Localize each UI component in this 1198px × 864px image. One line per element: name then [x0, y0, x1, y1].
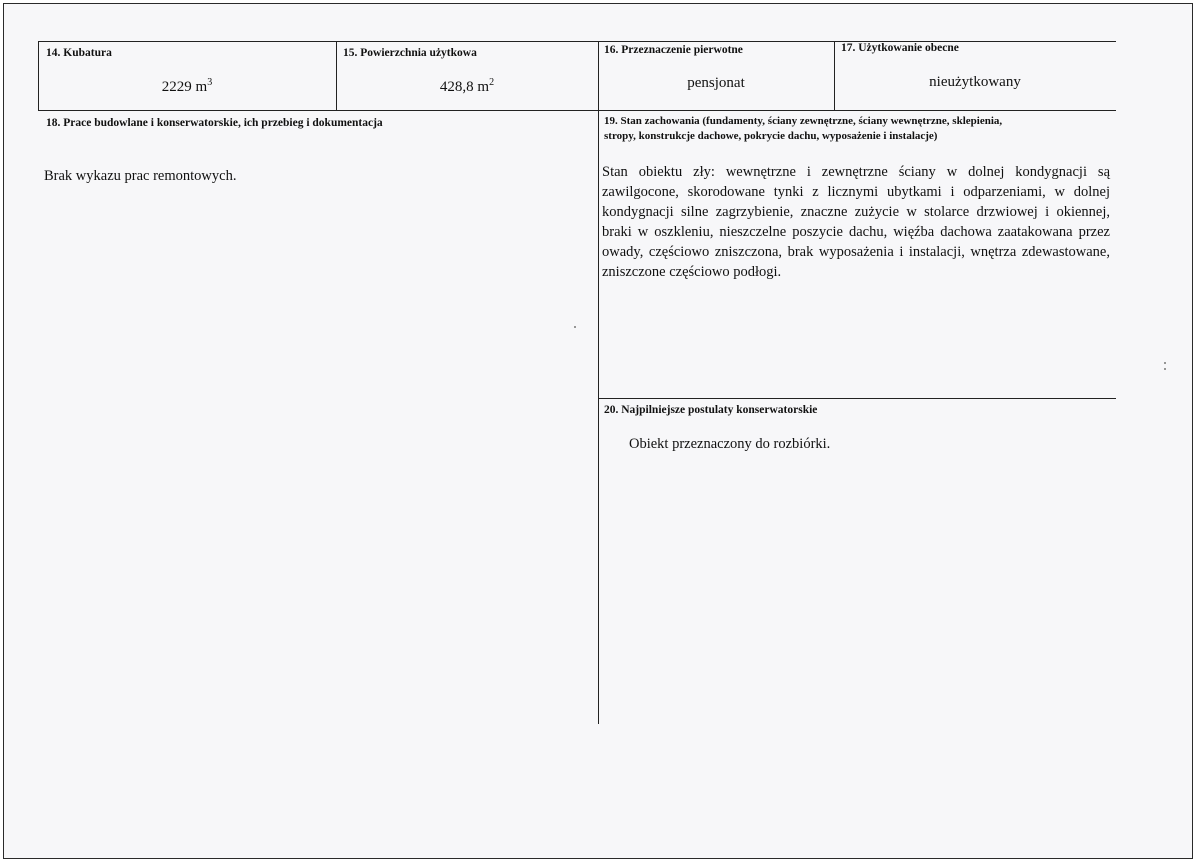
left-border-rule: [38, 41, 39, 111]
field-20-label: 20. Najpilniejsze postulaty konserwatorskie: [604, 404, 818, 416]
field-17-label: 17. Użytkowanie obecne: [841, 42, 959, 54]
field-14-value: [38, 77, 336, 97]
field-20-value: Obiekt przeznaczony do rozbiórki.: [629, 436, 831, 452]
col-divider-1: [336, 41, 337, 111]
field-18-value: Brak wykazu prac remontowych.: [44, 168, 237, 184]
record-card-sheet: [3, 3, 1193, 859]
field-17-value: nieużytkowany: [929, 74, 1021, 90]
lower-right-divider-rule: [598, 398, 1116, 399]
scan-speck: [1164, 362, 1166, 364]
field-16-label: 16. Przeznaczenie pierwotne: [604, 44, 743, 56]
field-14-value-text: 2229 m: [161, 79, 208, 95]
field-18-label: 18. Prace budowlane i konserwatorskie, ich przebieg i dokumentacja: [46, 117, 383, 129]
field-19-label-line-1: 19. Stan zachowania (fundamenty, ściany zewnętrzne, ściany wewnętrzne, sklepienia,: [604, 115, 1003, 127]
field-14-unit-exponent: 3: [207, 77, 213, 88]
field-15-value: [336, 77, 598, 97]
scan-speck: [1164, 368, 1166, 370]
field-16-value: pensjonat: [687, 75, 745, 91]
field-15-unit-exponent: 2: [489, 77, 495, 88]
field-14-label: 14. Kubatura: [46, 47, 112, 59]
scan-speck: [574, 326, 576, 328]
field-19-value: Stan obiektu zły: wewnętrzne i zewnętrzne ściany w dolnej kondygnacji są zawilgocone, skorodowane tynki z licznymi ubytkami i odparzeniami, w dolnej kondygnacji silne zagrzybienie, znaczne zużycie w stolarce drzwiowej i okiennej, braki w oszkleniu, nieszczelne poszycie dachu, więźba dachowa zaatakowana przez owady, częściowo zniszczona, brak wyposażenia i instalacji, wnętrza zdewastowane, zniszczone częściowo podłogi.: [602, 164, 1110, 280]
field-15-label: 15. Powierzchnia użytkowa: [343, 47, 477, 59]
col-divider-2: [598, 41, 599, 724]
field-19-label-line-2: stropy, konstrukcje dachowe, pokrycie dachu, wyposażenie i instalacje): [604, 130, 938, 142]
top-row-bottom-rule: [38, 110, 1116, 111]
field-15-value-text: 428,8 m: [439, 79, 490, 95]
